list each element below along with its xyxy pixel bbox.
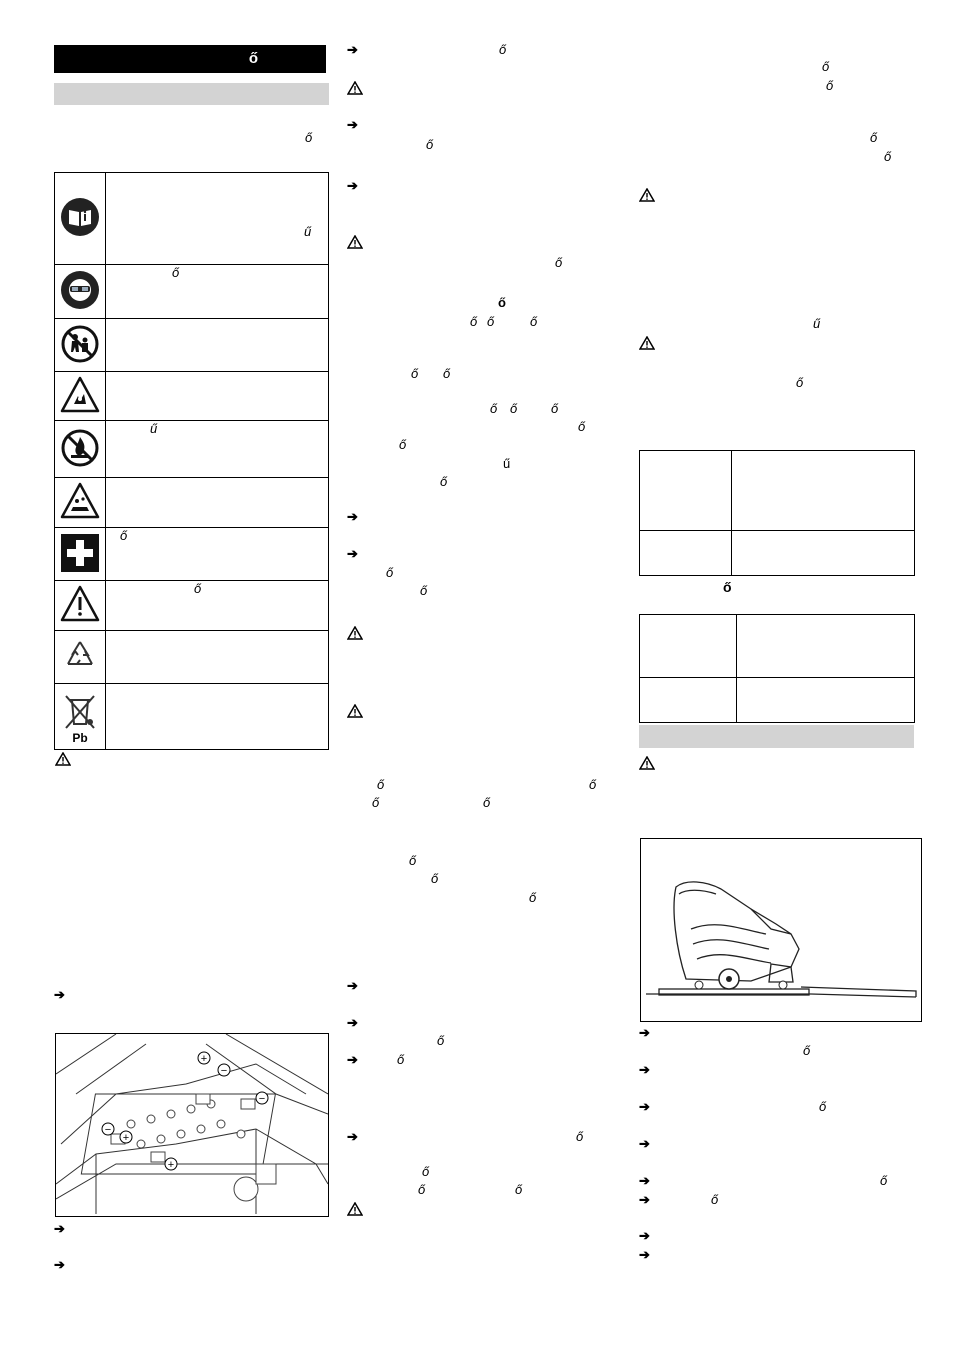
- step-arrow-icon: ➔: [639, 1173, 650, 1188]
- intro-text-glyph: ő: [305, 130, 313, 145]
- symbol-text-glyph: ő: [172, 265, 180, 280]
- text-glyph: ű: [813, 316, 821, 331]
- step-arrow-icon: ➔: [347, 546, 358, 561]
- eye-protection-icon: [60, 270, 100, 310]
- step-arrow-icon: ➔: [639, 1136, 650, 1151]
- text-glyph: ő: [529, 890, 537, 905]
- text-glyph: ő: [499, 42, 507, 57]
- crossed-bin-icon: [60, 692, 100, 732]
- text-glyph: ő: [399, 437, 407, 452]
- subsection-heading-bar: [54, 83, 329, 105]
- spec-table-1-row-divider: [640, 530, 914, 531]
- text-glyph: ő: [796, 375, 804, 390]
- text-glyph: ű: [503, 456, 511, 471]
- text-glyph: ő: [483, 795, 491, 810]
- step-arrow-icon: ➔: [347, 509, 358, 524]
- text-glyph: ő: [880, 1173, 888, 1188]
- symbol-text-glyph: ű: [150, 421, 158, 436]
- subsection-heading-bar: [639, 725, 914, 748]
- text-glyph: ő: [578, 419, 586, 434]
- keep-children-away-icon: [60, 324, 100, 364]
- step-arrow-icon: ➔: [347, 1052, 358, 1067]
- spec-table-2: [639, 614, 915, 723]
- text-glyph: ő: [426, 137, 434, 152]
- battery-figure: [55, 1033, 329, 1217]
- step-arrow-icon: ➔: [54, 1221, 65, 1236]
- text-glyph: ő: [498, 295, 506, 310]
- text-glyph: ő: [803, 1043, 811, 1058]
- warning-icon: [639, 756, 655, 770]
- step-arrow-icon: ➔: [347, 117, 358, 132]
- section-heading-bar: [54, 45, 326, 73]
- read-manual-icon: [60, 197, 100, 237]
- step-arrow-icon: ➔: [54, 1257, 65, 1272]
- text-glyph: ő: [420, 583, 428, 598]
- text-glyph: ő: [589, 777, 597, 792]
- explosion-hazard-icon: [60, 376, 100, 414]
- text-glyph: ő: [431, 871, 439, 886]
- text-glyph: ő: [555, 255, 563, 270]
- no-flame-no-smoking-icon: [60, 428, 100, 468]
- text-glyph: ő: [822, 59, 830, 74]
- safety-symbol-table: [54, 172, 329, 750]
- spec-table-1-label-column: [640, 451, 732, 575]
- text-glyph: ő: [418, 1182, 426, 1197]
- text-glyph: ő: [576, 1129, 584, 1144]
- text-glyph: ő: [515, 1182, 523, 1197]
- step-arrow-icon: ➔: [639, 1192, 650, 1207]
- symbol-text-glyph: ű: [304, 224, 312, 239]
- spec-table-2-label-column: [640, 615, 737, 722]
- text-glyph: ő: [422, 1164, 430, 1179]
- text-glyph: ő: [826, 78, 834, 93]
- step-arrow-icon: ➔: [639, 1099, 650, 1114]
- first-aid-icon: [61, 534, 99, 572]
- acid-burn-icon: [60, 482, 100, 520]
- step-arrow-icon: ➔: [639, 1247, 650, 1262]
- text-glyph: ő: [409, 853, 417, 868]
- text-glyph: ő: [487, 314, 495, 329]
- spec-table-1: [639, 450, 915, 576]
- text-glyph: ő: [870, 130, 878, 145]
- step-arrow-icon: ➔: [639, 1228, 650, 1243]
- step-arrow-icon: ➔: [347, 1129, 358, 1144]
- text-glyph: ő: [551, 401, 559, 416]
- text-glyph: ő: [884, 149, 892, 164]
- step-arrow-icon: ➔: [347, 178, 358, 193]
- section-heading-glyph: ő: [248, 50, 258, 67]
- text-glyph: ő: [510, 401, 518, 416]
- warning-icon: [347, 81, 363, 95]
- battery-drawing: [56, 1034, 328, 1216]
- text-glyph: ő: [377, 777, 385, 792]
- battery-plus-terminal: +: [200, 1053, 208, 1065]
- text-glyph: ő: [386, 565, 394, 580]
- text-glyph: ő: [723, 579, 732, 595]
- battery-plus-terminal: +: [122, 1132, 130, 1144]
- symbol-text-glyph: ő: [194, 581, 202, 596]
- warning-icon: [55, 752, 71, 766]
- lead-label: Pb: [72, 731, 88, 745]
- step-arrow-icon: ➔: [639, 1025, 650, 1040]
- text-glyph: ő: [411, 366, 419, 381]
- text-glyph: ő: [437, 1033, 445, 1048]
- step-arrow-icon: ➔: [54, 987, 65, 1002]
- battery-minus-terminal: −: [220, 1065, 228, 1077]
- spec-table-2-row-divider: [640, 677, 914, 678]
- battery-minus-terminal: −: [104, 1124, 112, 1136]
- symbol-text-glyph: ő: [120, 528, 128, 543]
- text-glyph: ő: [440, 474, 448, 489]
- text-glyph: ő: [443, 366, 451, 381]
- text-glyph: ő: [819, 1099, 827, 1114]
- text-glyph: ő: [530, 314, 538, 329]
- text-glyph: ő: [397, 1052, 405, 1067]
- warning-icon: [639, 336, 655, 350]
- battery-minus-terminal: −: [258, 1093, 266, 1105]
- text-glyph: ő: [490, 401, 498, 416]
- step-arrow-icon: ➔: [347, 978, 358, 993]
- step-arrow-icon: ➔: [639, 1062, 650, 1077]
- scrubber-ramp-figure: [640, 838, 922, 1022]
- warning-icon: [347, 235, 363, 249]
- step-arrow-icon: ➔: [347, 1015, 358, 1030]
- text-glyph: ő: [470, 314, 478, 329]
- scrubber-drawing: [641, 839, 921, 1021]
- text-glyph: ő: [372, 795, 380, 810]
- warning-icon: [347, 704, 363, 718]
- warning-icon: [347, 1202, 363, 1216]
- text-glyph: ő: [711, 1192, 719, 1207]
- warning-icon: [347, 626, 363, 640]
- recycling-icon: [60, 636, 100, 676]
- warning-icon: [639, 188, 655, 202]
- step-arrow-icon: ➔: [347, 42, 358, 57]
- battery-plus-terminal: +: [167, 1159, 175, 1171]
- general-warning-icon: [60, 585, 100, 623]
